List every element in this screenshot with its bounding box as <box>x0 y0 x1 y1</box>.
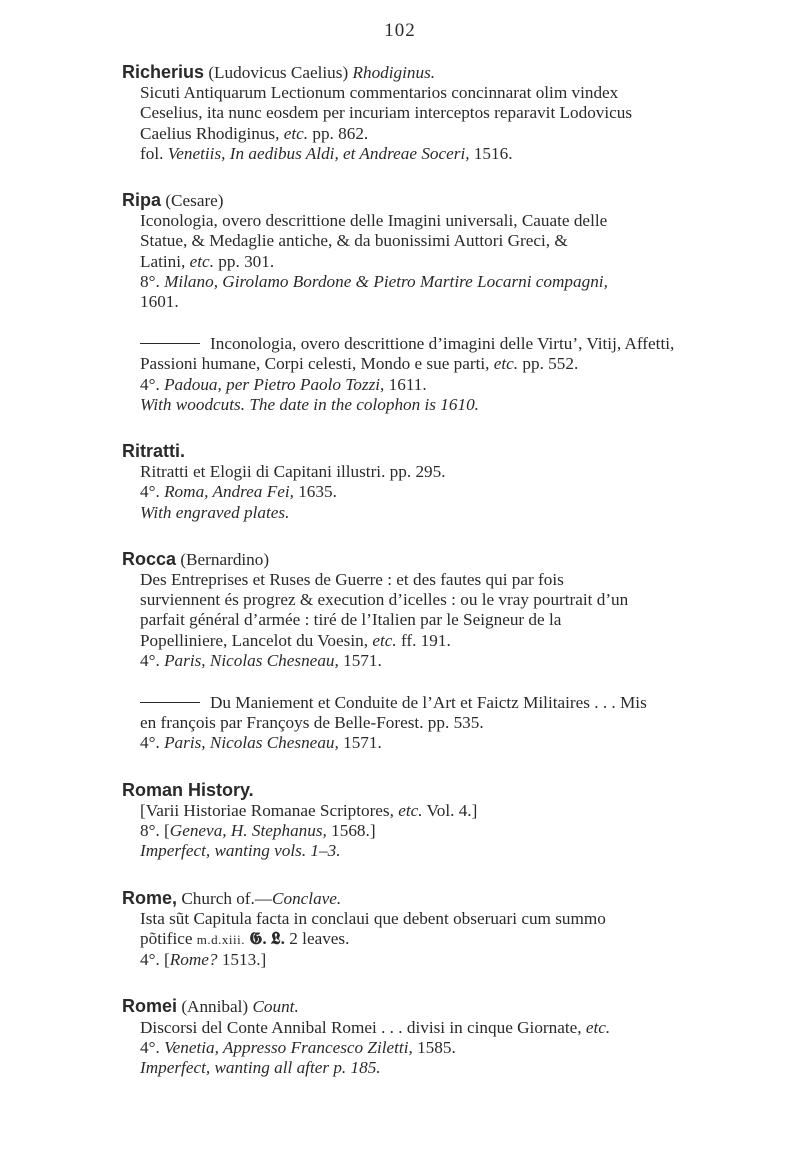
entry-heading <box>122 190 782 211</box>
imprint-line <box>122 950 782 970</box>
volume: Vol. 4.] <box>422 800 478 820</box>
title-line: Ista sũt Capitula facta in conclaui que debent obseruari cum summo <box>140 908 606 928</box>
title-line: Iconologia, overo descrittione delle Imagini universali, Cauate delle <box>140 211 608 231</box>
title-line: Sicuti Antiquarum Lectionum commentarios concinnarat olim vindex <box>140 83 619 103</box>
imprint-place-publisher: Geneva, H. Stephanus, <box>169 821 327 841</box>
note: Imperfect, wanting all after p. 185. <box>140 1057 381 1077</box>
imprint-year: 1571. <box>338 650 382 670</box>
entry-ripa <box>122 190 782 312</box>
imprint-place-publisher: Roma, Andrea Fei, <box>164 482 294 502</box>
pagination: ff. 191. <box>396 630 451 650</box>
heading-name: Rocca <box>122 548 177 569</box>
heading-forename: (Cesare) <box>161 191 224 211</box>
title-line <box>122 334 782 354</box>
imprint-year: 1635. <box>293 482 337 502</box>
imprint-year: 1516. <box>469 143 513 163</box>
imprint-place-publisher: Milano, Girolamo Bordone & Pietro Martire Locarni compagni, <box>164 271 608 291</box>
imprint-year: 1513.] <box>217 950 267 970</box>
author-repeat-rule <box>140 343 200 344</box>
heading-name: Ritratti. <box>122 441 185 462</box>
imprint-line <box>122 144 782 164</box>
heading-forename: (Ludovicus Caelius) <box>204 63 353 82</box>
note: Imperfect, wanting vols. 1–3. <box>140 841 341 861</box>
heading-name: Roman History. <box>122 779 254 800</box>
title-line <box>122 252 782 272</box>
text-italic: etc. <box>372 630 397 650</box>
imprint-place-publisher: Padoua, per Pietro Paolo Tozzi, <box>164 374 385 394</box>
imprint-year: 1611. <box>384 374 427 394</box>
heading-forename: (Annibal) <box>177 997 253 1017</box>
format: 8°. [ <box>140 821 170 841</box>
roman-date: m.d.xiii. <box>196 931 245 947</box>
entry-ritratti <box>122 441 782 523</box>
format: 8°. <box>140 271 165 291</box>
title-line: en françois par Françoys de Belle-Forest. pp. 535. <box>140 713 484 733</box>
imprint-line <box>122 482 782 502</box>
imprint-line <box>122 375 782 395</box>
imprint-year: 1571. <box>338 733 382 753</box>
title-line: Des Entreprises et Ruses de Guerre : et des fautes qui par fois <box>140 570 564 590</box>
format: 4°. <box>140 482 165 502</box>
text: Caelius Rhodiginus, <box>140 123 284 143</box>
title-line <box>122 1018 782 1038</box>
format: 4°. <box>140 374 165 394</box>
title-line: Ceselius, ita nunc eosdem per incuriam interceptos reparavit Lodovicus <box>140 103 633 123</box>
note: With woodcuts. The date in the colophon is 1610. <box>140 394 479 414</box>
entry-heading <box>122 549 782 570</box>
note-line <box>122 841 782 861</box>
entry-heading <box>122 780 782 801</box>
note-line <box>122 503 782 523</box>
pagination: pp. 552. <box>518 354 579 374</box>
text-italic: etc. <box>189 251 214 271</box>
text: Latini, <box>140 251 190 271</box>
heading-name: Ripa <box>122 190 162 211</box>
format: 4°. <box>140 1037 165 1057</box>
title-line: Statue, & Medaglie antiche, & da buonissimi Auttori Greci, & <box>140 231 568 251</box>
entry-rocca-maniement <box>122 693 782 754</box>
text-italic: etc. <box>585 1017 611 1037</box>
heading-subdivision: Conclave. <box>272 888 342 908</box>
imprint-place-publisher: Venetiis, In aedibus Aldi, et Andreae Soceri, <box>167 143 470 163</box>
text: Du Maniement et Conduite de l’Art et Faictz Militaires . . . Mis <box>210 693 647 713</box>
entry-rocca <box>122 549 782 671</box>
heading-name: Rome, <box>122 887 178 908</box>
entry-heading <box>122 888 782 909</box>
entry-heading <box>122 62 782 83</box>
title-line <box>122 631 782 651</box>
text-italic: etc. <box>283 123 309 143</box>
catalogue-entries <box>122 62 782 1104</box>
format: 4°. <box>140 733 165 753</box>
title-line <box>122 354 782 374</box>
collation: 2 leaves. <box>284 928 350 948</box>
title-line <box>122 929 782 950</box>
title-line <box>122 124 782 144</box>
author-repeat-rule <box>140 702 200 703</box>
text-italic: etc. <box>398 800 423 820</box>
imprint-year: 1568.] <box>326 821 376 841</box>
imprint-line <box>122 272 782 292</box>
entry-heading <box>122 441 782 462</box>
entry-ripa-iconologia <box>122 334 782 415</box>
imprint-line <box>122 821 782 841</box>
black-letter-mark: 𝕲. 𝕷. <box>245 928 285 948</box>
note-line <box>122 395 782 415</box>
note: With engraved plates. <box>140 502 290 522</box>
note-line <box>122 1058 782 1078</box>
pagination: pp. 862. <box>308 123 369 143</box>
title-line: surviennent és progrez & execution d’icelles : ou le vray pourtrait d’un <box>140 590 629 610</box>
imprint-line <box>122 651 782 671</box>
title-line: Ritratti et Elogii di Capitani illustri. pp. 295. <box>140 462 446 482</box>
title-line: parfait général d’armée : tiré de l’Italien par le Seigneur de la <box>140 610 562 630</box>
imprint-line <box>122 733 782 753</box>
format: 4°. [ <box>140 950 170 970</box>
format: fol. <box>140 143 168 163</box>
imprint-place-publisher: Paris, Nicolas Chesneau, <box>164 733 339 753</box>
imprint-place-publisher: Paris, Nicolas Chesneau, <box>164 650 339 670</box>
heading-title: Count. <box>252 997 299 1017</box>
entry-rome <box>122 888 782 971</box>
heading-forename: (Bernardino) <box>176 549 270 569</box>
text: Inconologia, overo descrittione d’imagini delle Virtu’, Vitij, Affetti, <box>210 334 675 354</box>
title-line <box>122 801 782 821</box>
title-line <box>122 693 782 713</box>
format: 4°. <box>140 650 165 670</box>
imprint-line <box>122 1038 782 1058</box>
entry-heading <box>122 996 782 1017</box>
imprint-year: 1601. <box>140 292 179 312</box>
imprint-place: Rome? <box>169 950 218 970</box>
heading-subject: Church of.— <box>177 888 273 908</box>
imprint-year: 1585. <box>412 1037 456 1057</box>
text-italic: etc. <box>493 354 519 374</box>
imprint-place-publisher: Venetia, Appresso Francesco Ziletti, <box>164 1037 413 1057</box>
text: [Varii Historiae Romanae Scriptores, <box>140 800 399 820</box>
entry-richerius <box>122 62 782 164</box>
heading-name: Romei <box>122 996 178 1017</box>
entry-romei <box>122 996 782 1078</box>
text: Passioni humane, Corpi celesti, Mondo e sue parti, <box>140 354 494 374</box>
heading-name: Richerius <box>122 62 205 82</box>
page-number: 102 <box>384 20 416 41</box>
heading-alias: Rhodiginus. <box>352 63 436 82</box>
text: Popelliniere, Lancelot du Voesin, <box>140 630 373 650</box>
text: Discorsi del Conte Annibal Romei . . . divisi in cinque Giornate, <box>140 1017 586 1037</box>
text: põtifice <box>140 928 197 948</box>
entry-roman-history <box>122 780 782 862</box>
pagination: pp. 301. <box>214 251 275 271</box>
